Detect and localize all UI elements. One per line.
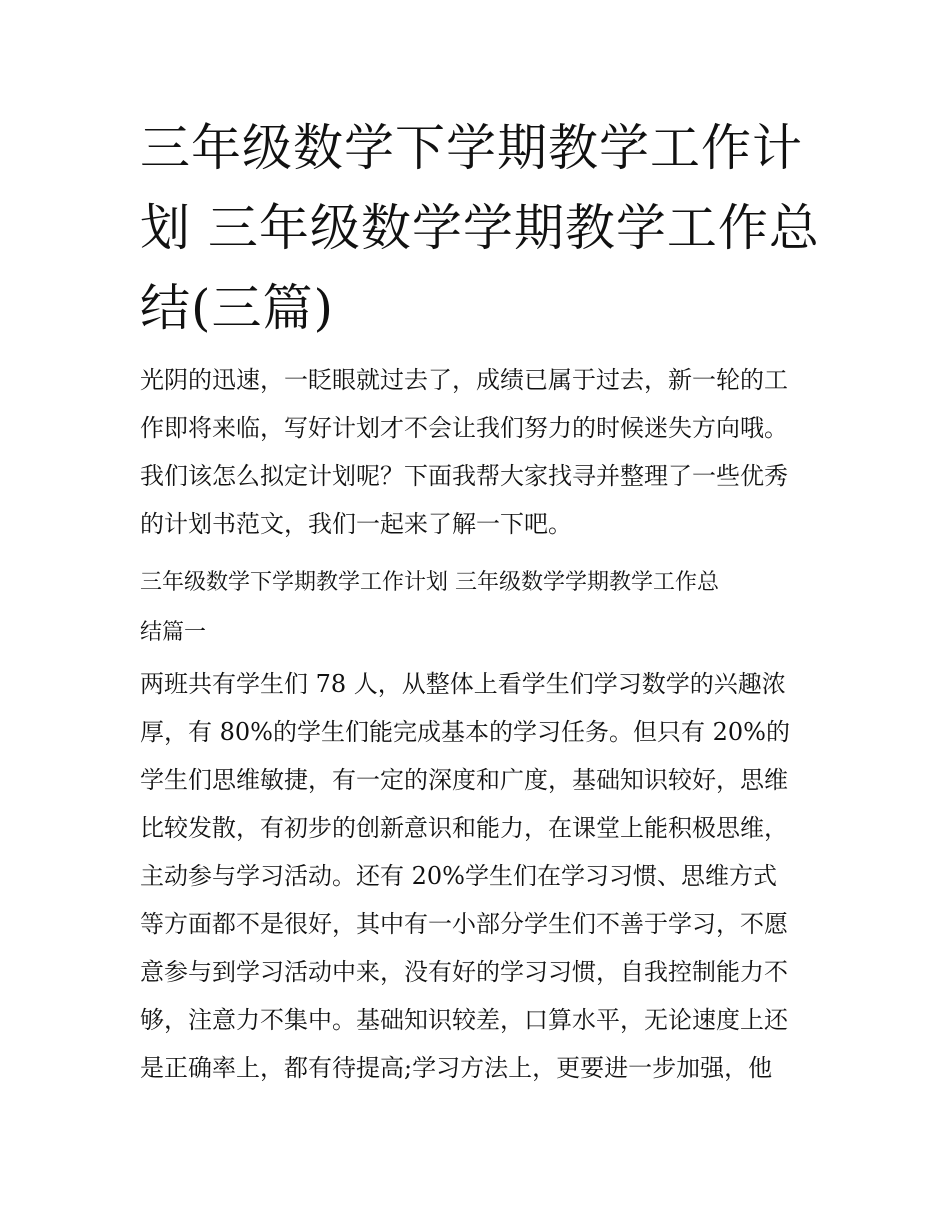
section-heading-line: 结篇一 <box>140 620 207 645</box>
intro-line: 的计划书范文，我们一起来了解一下吧。 <box>140 510 572 538</box>
intro-line: 光阴的迅速，一眨眼就过去了，成绩已属于过去，新一轮的工 <box>140 366 788 394</box>
title-line: 三年级数学下学期教学工作计 <box>140 119 803 177</box>
body-line: 是正确率上，都有待提高;学习方法上，更要进一步加强，他 <box>140 1054 773 1082</box>
title-line: 结(三篇) <box>140 279 335 337</box>
document-title <box>140 108 820 348</box>
body-line: 够，注意力不集中。基础知识较差，口算水平，无论速度上还 <box>140 1006 788 1034</box>
body-paragraph <box>140 660 820 1092</box>
body-line: 比较发散，有初步的创新意识和能力，在课堂上能积极思维， <box>140 814 788 842</box>
body-line: 意参与到学习活动中来，没有好的学习习惯，自我控制能力不 <box>140 958 788 986</box>
intro-line: 我们该怎么拟定计划呢？下面我帮大家找寻并整理了一些优秀 <box>140 462 788 490</box>
body-line: 学生们思维敏捷，有一定的深度和广度，基础知识较好，思维 <box>140 766 788 794</box>
body-line: 两班共有学生们 78 人，从整体上看学生们学习数学的兴趣浓 <box>140 670 786 698</box>
intro-paragraph <box>140 356 820 548</box>
section-heading-line: 三年级数学下学期教学工作计划 三年级数学学期教学工作总 <box>140 570 719 595</box>
title-line: 划 三年级数学学期教学工作总 <box>140 199 820 257</box>
section-heading <box>140 558 820 658</box>
body-line: 主动参与学习活动。还有 20%学生们在学习习惯、思维方式 <box>140 862 777 890</box>
body-line: 等方面都不是很好，其中有一小部分学生们不善于学习，不愿 <box>140 910 788 938</box>
intro-line: 作即将来临，写好计划才不会让我们努力的时候迷失方向哦。 <box>140 414 788 442</box>
body-line: 厚，有 80%的学生们能完成基本的学习任务。但只有 20%的 <box>140 718 790 746</box>
